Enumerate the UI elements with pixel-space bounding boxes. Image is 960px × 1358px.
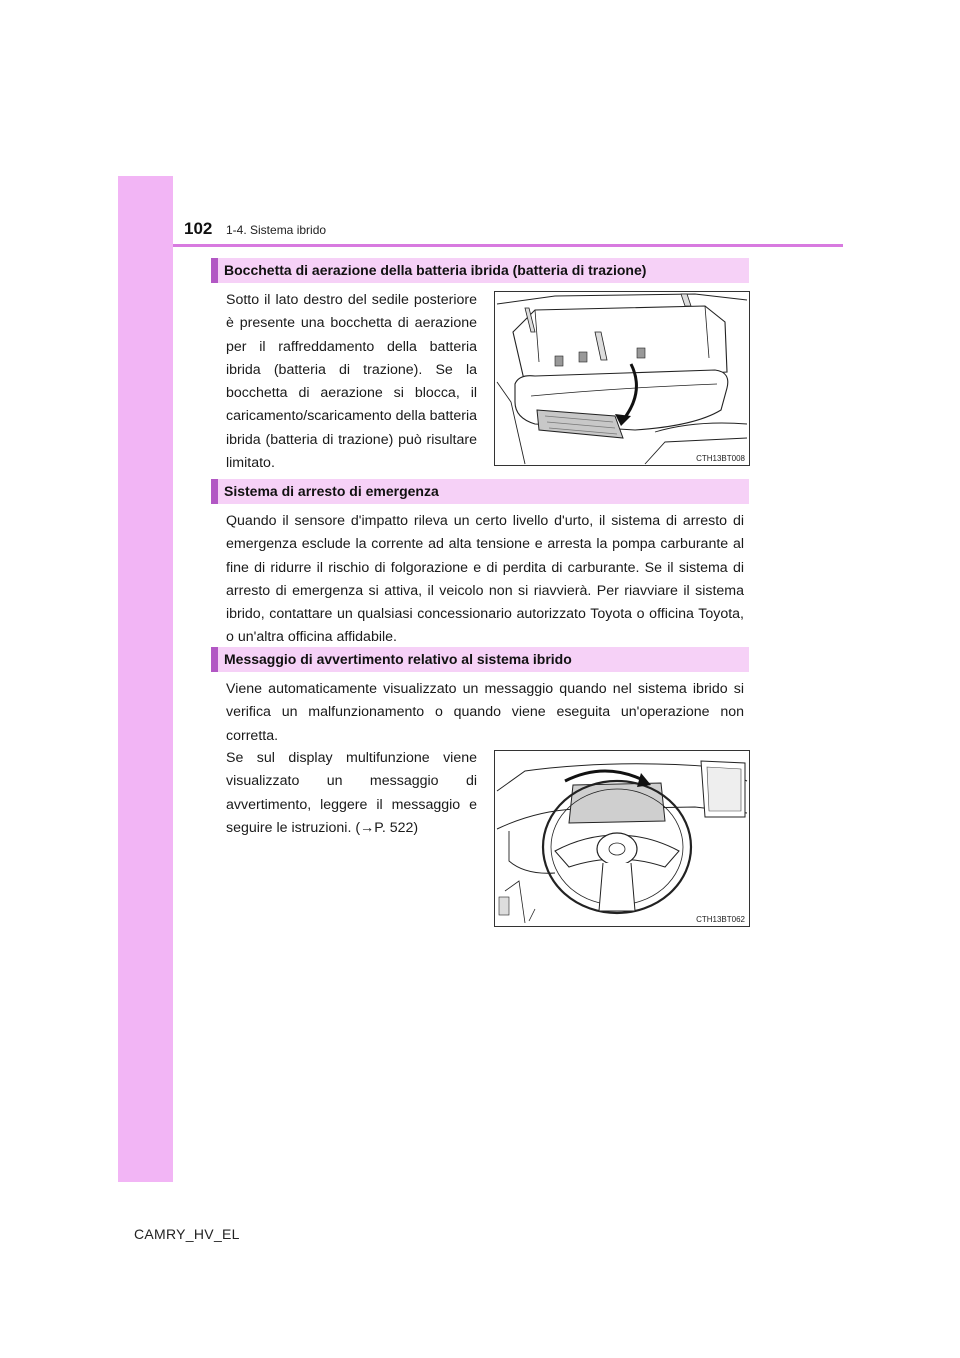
model-code: CAMRY_HV_EL [134, 1226, 240, 1242]
paragraph-vent: Sotto il lato destro del sedile posteriore è presente una bocchetta di aerazione per il raffreddamento della batteria ibrida (batteria di trazione). Se la bocchetta di aerazione si blocca, il caricamento/scaricamento della batteria ibrida (batteria di trazione) può risultare limitato. [226, 292, 477, 472]
paragraph-warning-display: Se sul display multifunzione viene visualizzato un messaggio di avvertimento, leggere il messaggio e seguire le istruzioni. (→P. 522) [226, 750, 477, 836]
section-heading-emergency: Sistema di arresto di emergenza [211, 479, 749, 504]
section-heading-warning: Messaggio di avvertimento relativo al sistema ibrido [211, 647, 749, 672]
section-heading-vent: Bocchetta di aerazione della batteria ibrida (batteria di trazione) [211, 258, 749, 283]
paragraph-emergency: Quando il sensore d'impatto rileva un certo livello d'urto, il sistema di arresto di emergenza esclude la corrente ad alta tensione e arresta la pompa carburante al fine di ridurre il rischio di folgorazione e di perdita di carburante. Se il sistema di arresto di emergenza si attiva, il veicolo non si riavvierà. Per riavviare il sistema ibrido, contattare un qualsiasi concessionario autorizzato Toyota o officina Toyota, o un'altra officina affidabile. [226, 513, 744, 646]
dashboard-illustration [495, 751, 749, 926]
paragraph-warning-auto: Viene automaticamente visualizzato un messaggio quando nel sistema ibrido si verifica un malfunzionamento o quando viene eseguita un'operazione non corretta. [226, 681, 744, 744]
header-divider [173, 244, 843, 247]
figure-code: CTH13BT062 [696, 915, 745, 924]
figure-dashboard-display [494, 750, 750, 927]
chapter-tab-bar [118, 176, 173, 1182]
figure-rear-seat-vent [494, 291, 750, 466]
rear-seat-illustration [495, 292, 749, 465]
chapter-title: 1-4. Sistema ibrido [226, 223, 327, 237]
figure-code: CTH13BT008 [696, 454, 745, 463]
page-number: 102 [184, 219, 213, 238]
